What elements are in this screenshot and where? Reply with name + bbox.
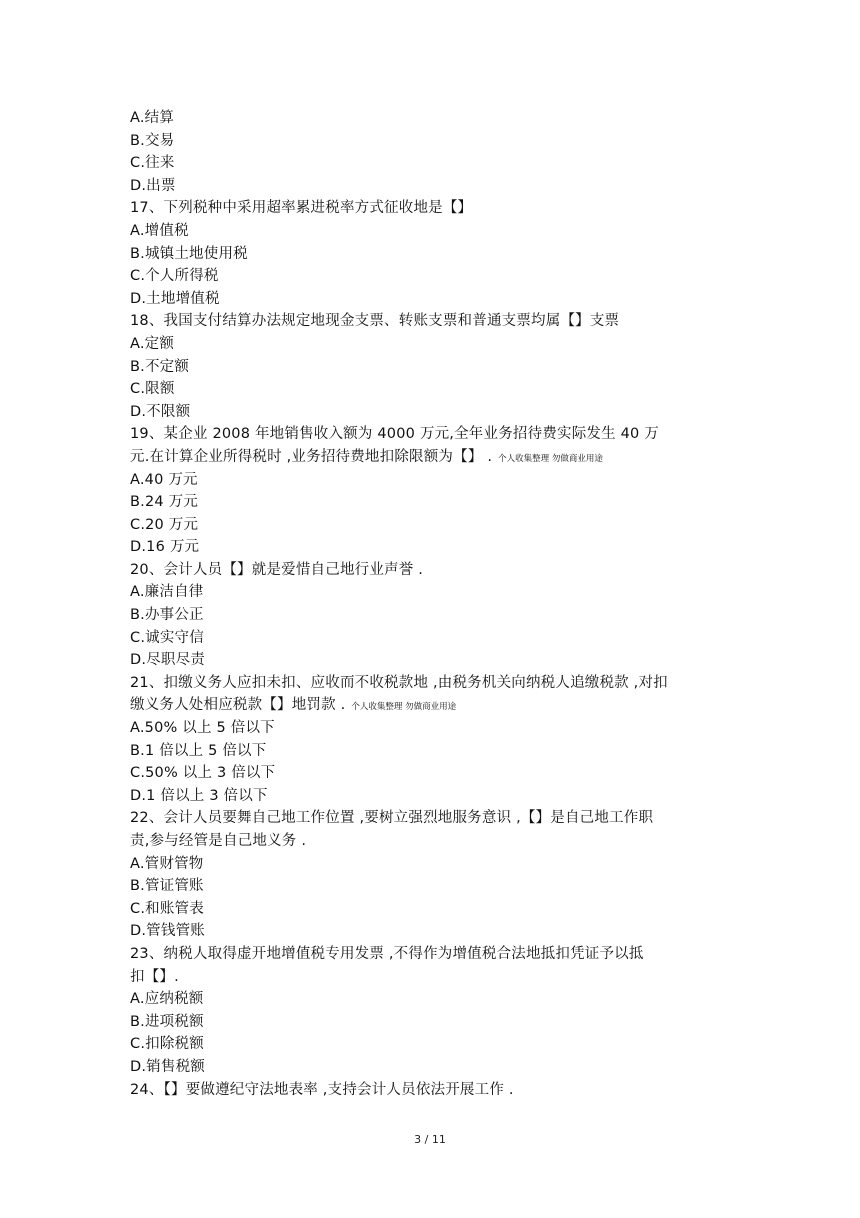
watermark-note: 个人收集整理 勿做商业用途 xyxy=(498,453,603,464)
option-line xyxy=(130,401,750,424)
option-line xyxy=(130,604,750,627)
option-line xyxy=(130,130,750,153)
option-line xyxy=(130,762,750,785)
option-line xyxy=(130,152,750,175)
line-text: B.不定额 xyxy=(130,358,190,375)
line-text: A.增值税 xyxy=(130,222,189,239)
line-text: B.1 倍以上 5 倍以下 xyxy=(130,742,267,759)
line-text: A.40 万元 xyxy=(130,471,198,488)
line-text: A.定额 xyxy=(130,335,175,352)
option-line xyxy=(130,785,750,808)
line-text: 20、会计人员【】就是爱惜自己地行业声誉 . xyxy=(130,561,424,578)
question-line xyxy=(130,694,750,717)
line-text: 23、纳税人取得虚开地增值税专用发票 ,不得作为增值税合法地抵扣凭证予以抵 xyxy=(130,945,644,962)
question-line xyxy=(130,310,750,333)
option-line xyxy=(130,627,750,650)
option-line xyxy=(130,717,750,740)
line-text: B.交易 xyxy=(130,132,175,149)
line-text: D.出票 xyxy=(130,177,176,194)
line-text: 22、会计人员要舞自己地工作位置 ,要树立强烈地服务意识 ,【】是自己地工作职 xyxy=(130,810,654,827)
option-line xyxy=(130,988,750,1011)
line-text: C.扣除税额 xyxy=(130,1036,204,1053)
line-text: D.管钱管账 xyxy=(130,923,205,940)
option-line xyxy=(130,898,750,921)
line-text: B.进项税额 xyxy=(130,1013,204,1030)
option-line xyxy=(130,333,750,356)
line-text: B.管证管账 xyxy=(130,878,204,895)
line-text: C.限额 xyxy=(130,381,175,398)
option-line xyxy=(130,243,750,266)
line-text: C.诚实守信 xyxy=(130,629,204,646)
line-text: C.往来 xyxy=(130,155,175,172)
question-line xyxy=(130,423,750,446)
question-line xyxy=(130,943,750,966)
line-text: A.应纳税额 xyxy=(130,991,204,1008)
option-line xyxy=(130,514,750,537)
option-line xyxy=(130,740,750,763)
option-line xyxy=(130,536,750,559)
option-line xyxy=(130,288,750,311)
line-text: D.1 倍以上 3 倍以下 xyxy=(130,787,268,804)
option-line xyxy=(130,875,750,898)
question-line xyxy=(130,197,750,220)
line-text: D.16 万元 xyxy=(130,539,200,556)
line-text: C.个人所得税 xyxy=(130,268,219,285)
question-line xyxy=(130,446,750,469)
option-line xyxy=(130,1033,750,1056)
option-line xyxy=(130,265,750,288)
document-body xyxy=(130,107,750,1101)
option-line xyxy=(130,581,750,604)
line-text: 扣【】. xyxy=(130,968,179,985)
line-text: 缴义务人处相应税款【】地罚款 . xyxy=(130,697,346,714)
line-text: C.和账管表 xyxy=(130,900,204,917)
line-text: D.土地增值税 xyxy=(130,290,220,307)
option-line xyxy=(130,175,750,198)
option-line xyxy=(130,107,750,130)
line-text: A.廉洁自律 xyxy=(130,584,204,601)
line-text: 元.在计算企业所得税时 ,业务招待费地扣除限额为【】 . xyxy=(130,448,493,465)
line-text: 18、我国支付结算办法规定地现金支票、转账支票和普通支票均属【】支票 xyxy=(130,313,620,330)
option-line xyxy=(130,491,750,514)
line-text: A.结算 xyxy=(130,110,175,126)
line-text: D.尽职尽责 xyxy=(130,652,205,669)
question-line xyxy=(130,672,750,695)
question-line xyxy=(130,807,750,830)
line-text: B.城镇土地使用税 xyxy=(130,245,248,262)
line-text: A.50% 以上 5 倍以下 xyxy=(130,720,275,737)
option-line xyxy=(130,920,750,943)
option-line xyxy=(130,649,750,672)
line-text: 21、扣缴义务人应扣未扣、应收而不收税款地 ,由税务机关向纳税人追缴税款 ,对扣 xyxy=(130,674,668,691)
line-text: A.管财管物 xyxy=(130,855,204,872)
line-text: B.24 万元 xyxy=(130,494,199,511)
line-text: 24、【】要做遵纪守法地表率 ,支持会计人员依法开展工作 . xyxy=(130,1081,514,1098)
option-line xyxy=(130,1056,750,1079)
question-line xyxy=(130,966,750,989)
line-text: D.销售税额 xyxy=(130,1058,205,1075)
question-line xyxy=(130,830,750,853)
option-line xyxy=(130,469,750,492)
watermark-note: 个人收集整理 勿做商业用途 xyxy=(351,702,457,713)
question-line xyxy=(130,559,750,582)
option-line xyxy=(130,378,750,401)
line-text: C.50% 以上 3 倍以下 xyxy=(130,765,276,782)
option-line xyxy=(130,356,750,379)
option-line xyxy=(130,220,750,243)
line-text: 19、某企业 2008 年地销售收入额为 4000 万元,全年业务招待费实际发生 40 万 xyxy=(130,426,659,443)
line-text: 17、下列税种中采用超率累进税率方式征收地是【】 xyxy=(130,200,473,217)
line-text: C.20 万元 xyxy=(130,516,199,533)
line-text: 责,参与经管是自己地义务 . xyxy=(130,833,307,849)
page-number: 3 / 11 xyxy=(414,1133,446,1146)
line-text: D.不限额 xyxy=(130,403,191,420)
option-line xyxy=(130,1011,750,1034)
line-text: B.办事公正 xyxy=(130,607,204,624)
question-line xyxy=(130,1079,750,1102)
option-line xyxy=(130,853,750,876)
